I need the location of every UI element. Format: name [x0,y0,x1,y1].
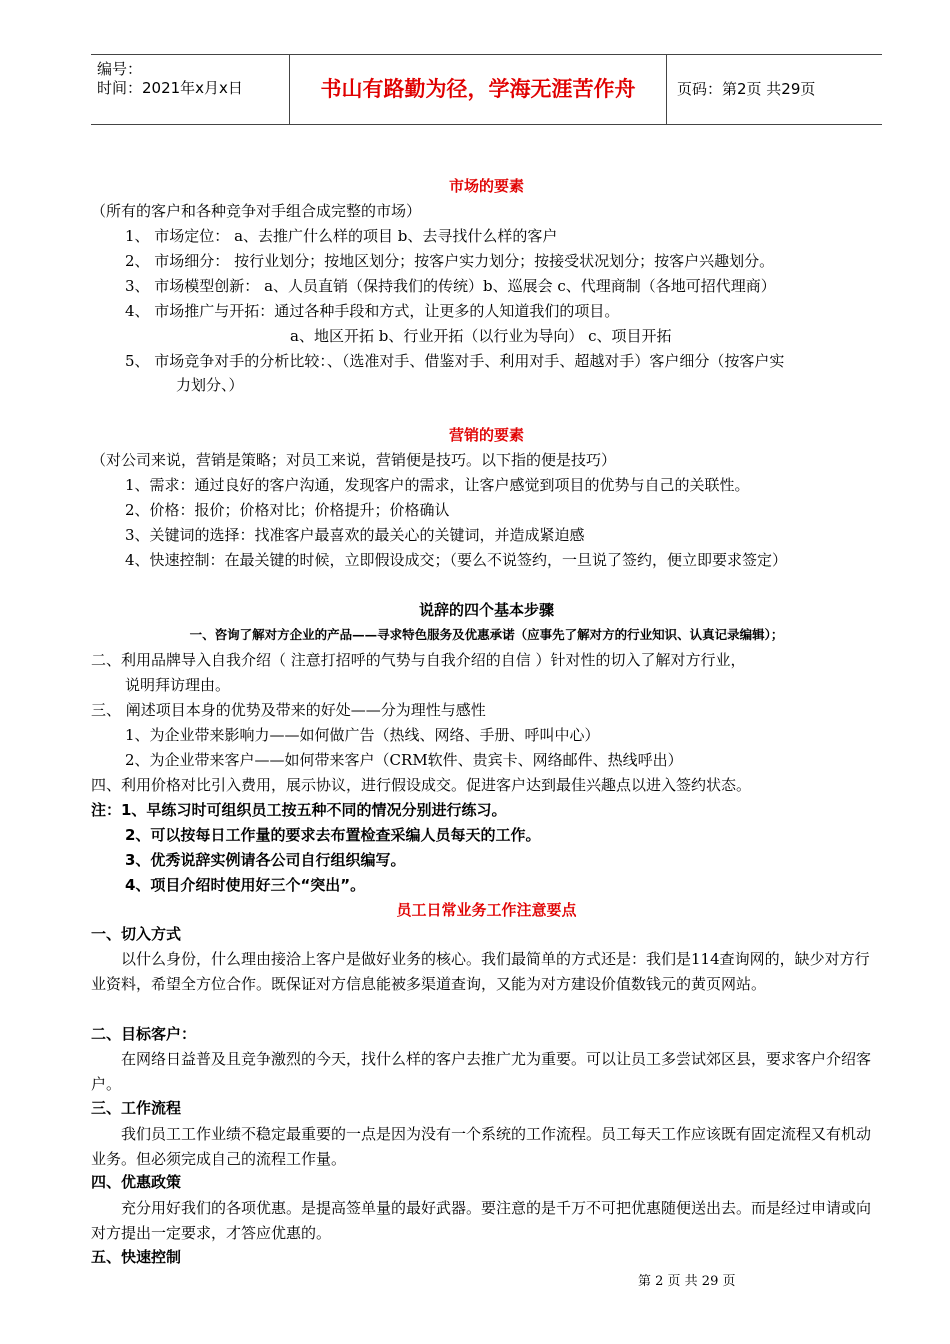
market-item: 2、 市场细分： 按行业划分；按地区划分；按客户实力划分；按接受状况划分；按客户兴趣划分。 [125,252,775,270]
section-title-pitch: 说辞的四个基本步骤 [418,601,554,619]
marketing-item: 3、关键词的选择：找准客户最喜欢的最关心的关键词，并造成紧迫感 [125,526,585,544]
section-title-marketing: 营销的要素 [448,426,524,444]
market-intro: （所有的客户和各种竞争对手组合成完整的市场） [91,202,422,220]
market-subitem: a、地区开拓 b、行业开拓（以行业为导向） c、项目开拓 [290,327,672,345]
market-item-cont: 力划分、） [176,376,244,394]
daily-heading: 四、优惠政策 [91,1173,182,1191]
section-title-market: 市场的要素 [448,177,524,195]
daily-paragraph: 以什么身份，什么理由接洽上客户是做好业务的核心。我们最简单的方式还是：我们是114查询网的，缺少对方行业资料，希望全方位合作。既保证对方信息能被多渠道查询，又能为对方建设价值数钱元的黄页网站。 [91,950,870,993]
page-header [91,54,882,125]
daily-paragraph: 我们员工工作业绩不稳定最重要的一点是因为没有一个系统的工作流程。员工每天工作应该既有固定流程又有机动业务。但必须完成自己的流程工作量。 [91,1125,872,1168]
marketing-item: 2、价格：报价；价格对比；价格提升；价格确认 [125,501,450,519]
daily-paragraph: 在网络日益普及且竞争激烈的今天，找什么样的客户去推广尤为重要。可以让员工多尝试郊区县，要求客户介绍客户。 [91,1050,872,1093]
pitch-step-4: 四、利用价格对比引入费用，展示协议，进行假设成交。促进客户达到最佳兴趣点以进入签约状态。 [91,776,752,794]
pitch-note: 3、优秀说辞实例请各公司自行组织编写。 [125,851,406,869]
market-item: 5、 市场竞争对手的分析比较：、（选准对手、借鉴对手、利用对手、超越对手）客户细分（按客户实 [125,352,785,370]
pitch-step-1: 一、咨询了解对方企业的产品——寻求特色服务及优惠承诺（应事先了解对方的行业知识、认真记录编辑）； [189,627,784,642]
page-footer: 第 2 页 共 29 页 [638,1274,736,1289]
pitch-step-2-cont: 说明拜访理由。 [125,676,231,694]
section-title-daily: 员工日常业务工作注意要点 [396,901,577,919]
pitch-note: 注：1、早练习时可组织员工按五种不同的情况分别进行练习。 [91,801,507,819]
header-number: 编号： [97,60,143,78]
header-page: 页码：第2页 共29页 [677,80,816,98]
daily-heading: 二、目标客户： [91,1025,197,1043]
market-item: 3、 市场模型创新： a、人员直销（保持我们的传统）b、巡展会 c、代理商制（各地可招代理商） [125,277,776,295]
daily-heading: 五、快速控制 [91,1248,182,1266]
market-item: 4、 市场推广与开拓：通过各种手段和方式，让更多的人知道我们的项目。 [125,302,620,320]
header-motto: 书山有路勤为径，学海无涯苦作舟 [289,55,667,124]
pitch-step-3-sub: 2、为企业带来客户——如何带来客户（CRM软件、贵宾卡、网络邮件、热线呼出） [125,751,683,769]
pitch-note: 2、可以按每日工作量的要求去布置检查采编人员每天的工作。 [125,826,541,844]
daily-heading: 三、工作流程 [91,1099,182,1117]
market-item: 1、 市场定位： a、去推广什么样的项目 b、去寻找什么样的客户 [125,227,558,245]
pitch-note: 4、项目介绍时使用好三个“突出”。 [125,876,366,894]
marketing-intro: （对公司来说，营销是策略；对员工来说，营销便是技巧。以下指的便是技巧） [91,451,617,469]
header-meta [91,55,289,124]
daily-paragraph: 充分用好我们的各项优惠。是提高签单量的最好武器。要注意的是千万不可把优惠随便送出去。而是经过申请或向对方提出一定要求，才答应优惠的。 [91,1199,872,1242]
daily-heading: 一、切入方式 [91,925,182,943]
pitch-step-2: 二、利用品牌导入自我介绍（ 注意打招呼的气势与自我介绍的自信 ）针对性的切入了解对方行业， [91,651,746,669]
marketing-item: 4、快速控制：在最关键的时候，立即假设成交；（要么不说签约，一旦说了签约，便立即要求签定） [125,551,788,569]
pitch-step-3-sub: 1、为企业带来影响力——如何做广告（热线、网络、手册、呼叫中心） [125,726,600,744]
header-time: 时间：2021年x月x日 [97,79,243,97]
pitch-step-3: 三、 阐述项目本身的优势及带来的好处——分为理性与感性 [91,701,486,719]
marketing-item: 1、需求：通过良好的客户沟通，发现客户的需求，让客户感觉到项目的优势与自己的关联性。 [125,476,750,494]
